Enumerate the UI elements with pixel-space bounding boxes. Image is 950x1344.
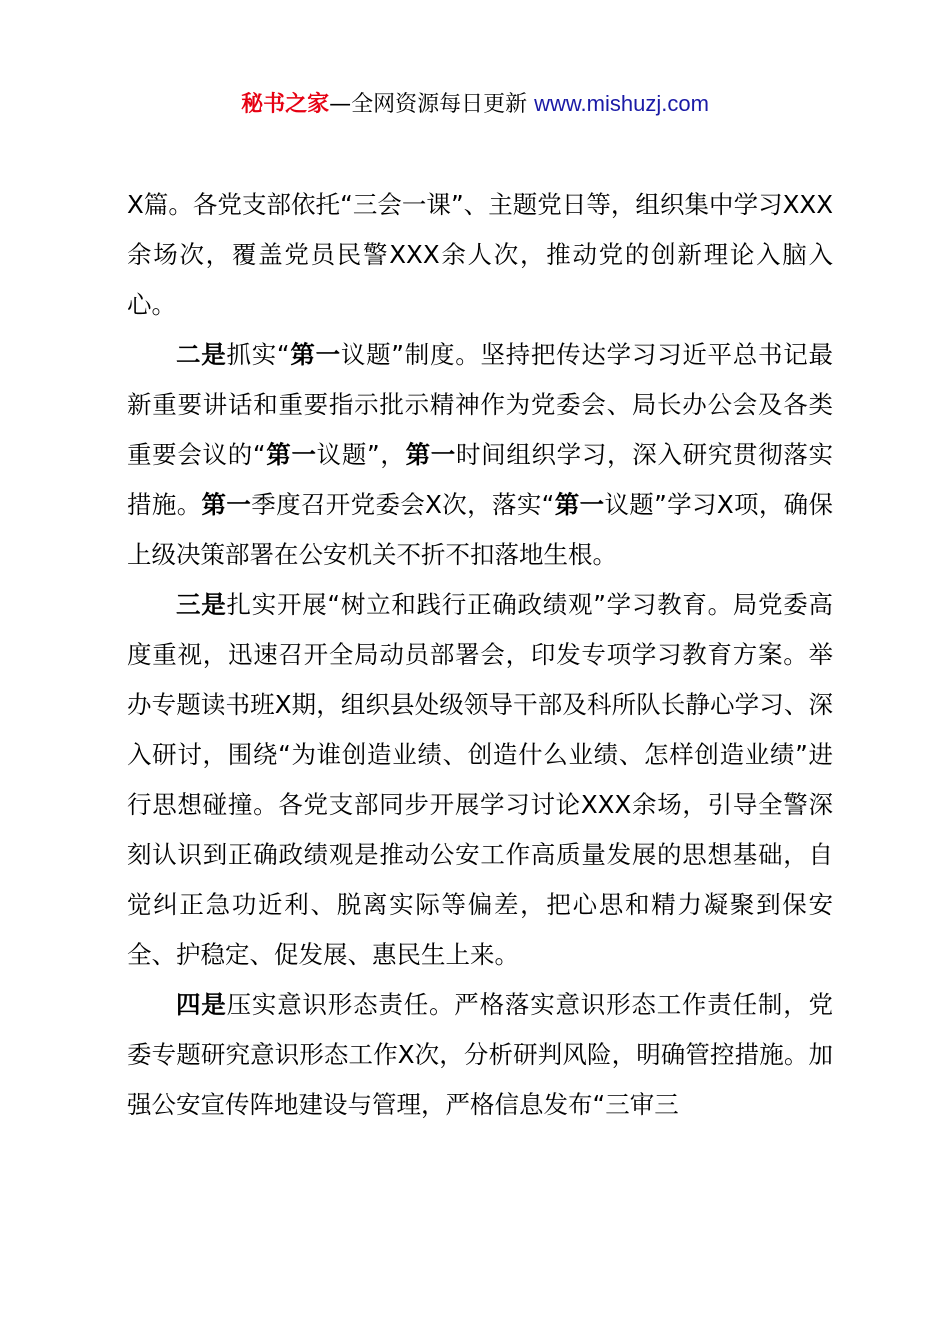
paragraph-third-point [127,580,833,980]
site-header [0,86,950,123]
paragraph-fourth-point [127,980,833,1130]
document-body [127,180,833,1130]
point-marker: 二是 [176,340,227,369]
text-segment: 时间组织学习，深入研究贯彻落实措施。 [127,440,833,519]
point-marker: 三是 [176,590,227,619]
text-segment: X篇。各党支部依托“三会一课”、主题党日等，组织集中学习XXX余场次，覆盖党员民警XXX余人次，推动党的创新理论入脑入心。 [127,190,833,319]
text-segment: 议题”， [316,440,406,469]
text-segment: 扎实开展“树立和践行正确政绩观”学习教育。局党委高度重视，迅速召开全局动员部署会，印发专项学习教育方案。举办专题读书班X期，组织县处级领导干部及科所队长静心学习、深入研讨，围绕“为谁创造业绩、创造什么业绩、怎样创造业绩”进行思想碰撞。各党支部同步开展学习讨论XXX余场，引导全警深刻认识到正确政绩观是推动公安工作高质量发展的思想基础，自觉纠正急功近利、脱离实际等偏差，把心思和精力凝聚到保安全、护稳定、促发展、惠民生上来。 [127,590,834,969]
text-segment: 抓实“ [226,340,290,369]
bold-term: 第一 [289,340,341,369]
bold-term: 第一 [405,440,456,469]
text-segment: 议题”学习X项，确保上级决策部署在公安机关不折不扣落地生根。 [127,490,834,569]
site-url-link[interactable]: www.mishuzj.com [534,91,709,116]
brand-name: 秘书之家 [241,92,330,117]
point-marker: 四是 [176,990,227,1019]
text-segment: 议题”制度。坚持把传达学习习近平总书记最新重要讲话和重要指示批示精神作为党委会、局长办公会及各类重要会议的“ [127,340,833,469]
text-segment: 压实意识形态责任。严格落实意识形态工作责任制，党委专题研究意识形态工作X次，分析研判风险，明确管控措施。加强公安宣传阵地建设与管理，严格信息发布“三审三 [127,990,834,1119]
paragraph-second-point [127,330,833,580]
text-segment: 季度召开党委会X次，落实“ [251,490,555,519]
bold-term: 第一 [554,490,605,519]
paragraph-continued [127,180,833,330]
header-tagline: —全网资源每日更新 [329,92,535,117]
bold-term: 第一 [201,490,252,519]
bold-term: 第一 [265,440,317,469]
